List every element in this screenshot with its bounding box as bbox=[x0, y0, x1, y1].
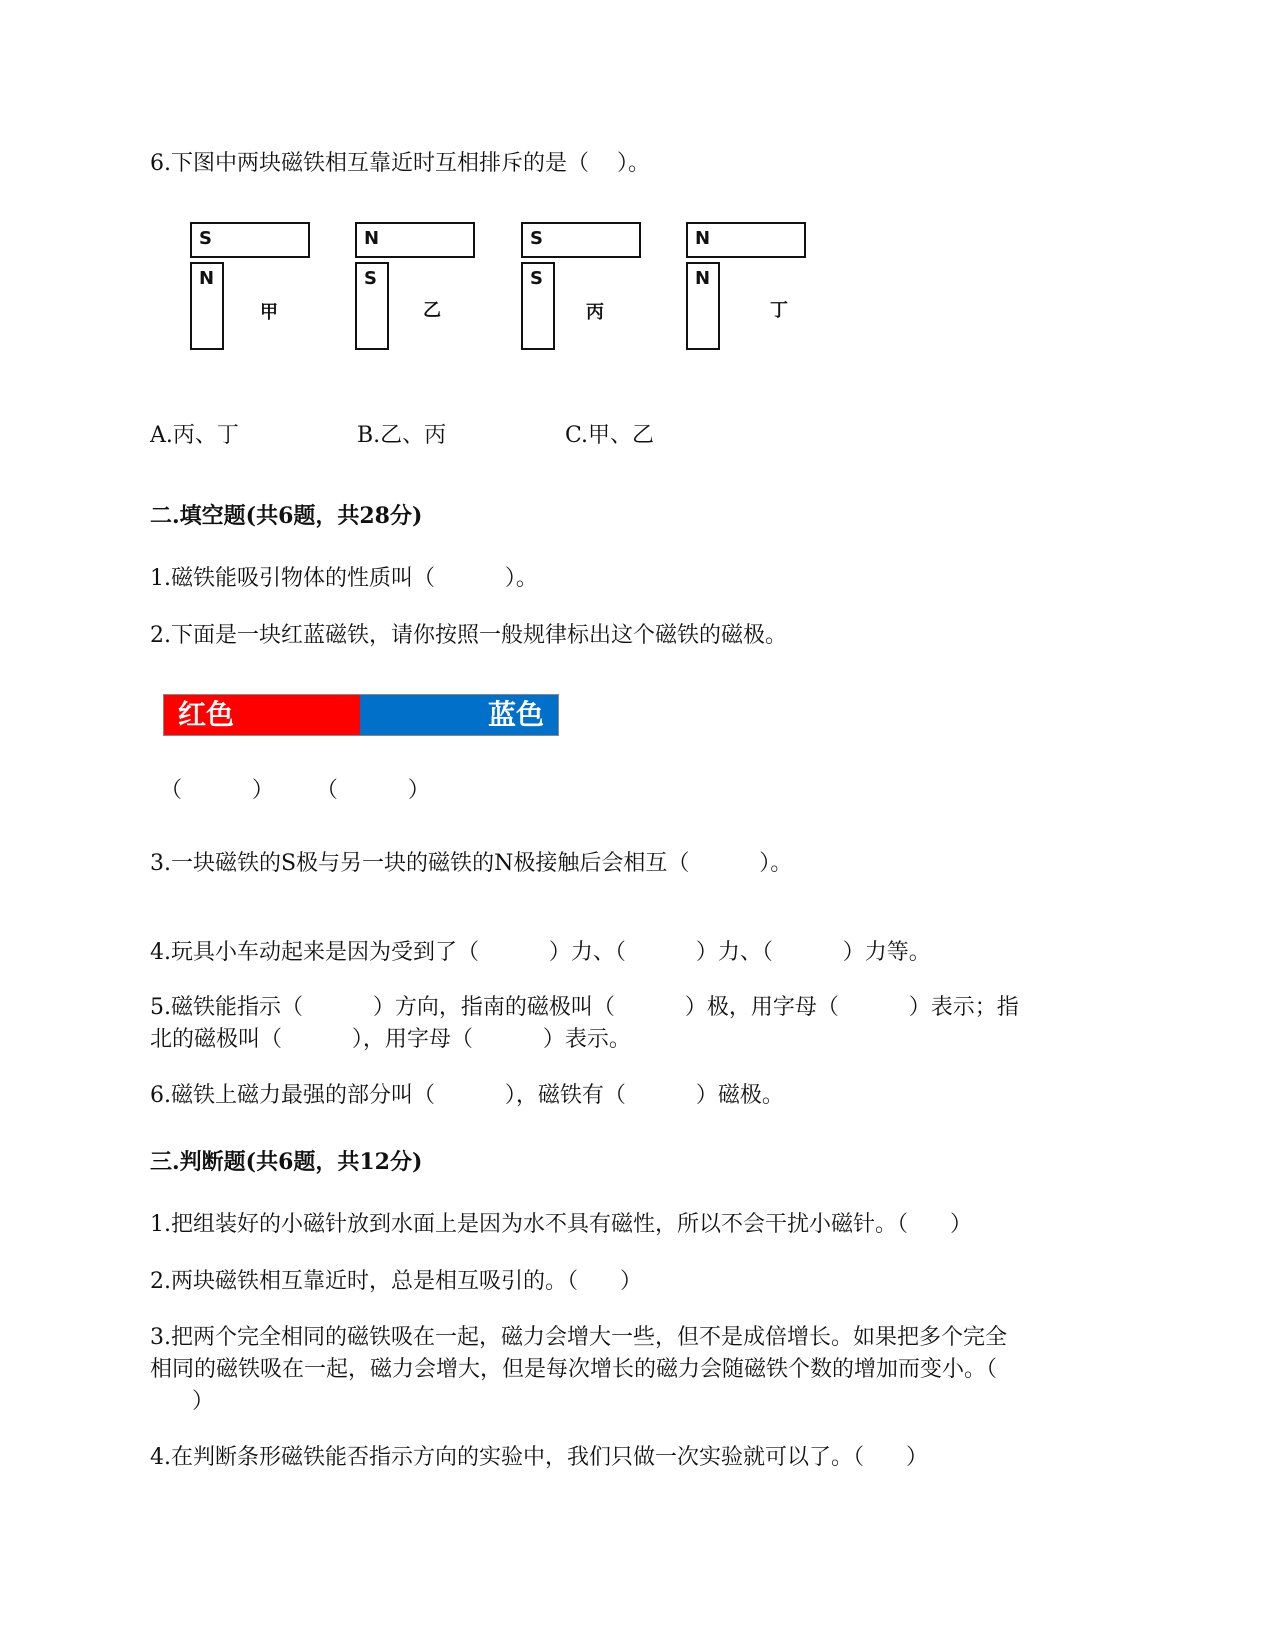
pole-label: S bbox=[530, 228, 543, 249]
red-half: 红色 bbox=[164, 695, 360, 735]
option-b: B.乙、丙 bbox=[357, 423, 447, 448]
pole-label: N bbox=[695, 268, 711, 289]
pole-label: S bbox=[530, 268, 543, 289]
judge-question-3-line2: 相同的磁铁吸在一起，磁力会增大，但是每次增长的磁力会随磁铁个数的增加而变小。（ bbox=[150, 1357, 998, 1382]
fill-question-5-line2: 北的磁极叫（ ），用字母（ ）表示。 bbox=[150, 1027, 631, 1052]
blue-half: 蓝色 bbox=[360, 695, 558, 735]
fill-question-4: 4.玩具小车动起来是因为受到了（ ）力、（ ）力、（ ）力等。 bbox=[150, 940, 931, 965]
judge-question-3-line1: 3.把两个完全相同的磁铁吸在一起，磁力会增大一些，但不是成倍增长。如果把多个完全 bbox=[150, 1325, 1007, 1350]
magnet-vertical bbox=[521, 262, 555, 350]
fill-question-2: 2.下面是一块红蓝磁铁，请你按照一般规律标出这个磁铁的磁极。 bbox=[150, 623, 787, 648]
pole-label: N bbox=[199, 268, 215, 289]
section-3-heading: 三.判断题(共6题，共12分) bbox=[150, 1149, 423, 1175]
figure-label-ding: 丁 bbox=[770, 300, 788, 321]
pole-label: S bbox=[364, 268, 377, 289]
red-blue-magnet bbox=[163, 694, 559, 736]
judge-question-3-line3: ） bbox=[150, 1389, 214, 1414]
pole-label: N bbox=[695, 228, 711, 249]
figure-label-jia: 甲 bbox=[260, 302, 278, 323]
magnet-vertical bbox=[355, 262, 389, 350]
magnet-vertical bbox=[190, 262, 224, 350]
figure-label-bing: 丙 bbox=[586, 302, 604, 323]
fill-question-5-line1: 5.磁铁能指示（ ）方向，指南的磁极叫（ ）极，用字母（ ）表示；指 bbox=[150, 995, 1019, 1020]
figure-label-yi: 乙 bbox=[423, 300, 441, 321]
pole-label: N bbox=[364, 228, 380, 249]
magnet-horizontal bbox=[190, 222, 310, 258]
magnet-horizontal bbox=[355, 222, 475, 258]
option-c: C.甲、乙 bbox=[565, 423, 655, 448]
judge-question-1: 1.把组装好的小磁针放到水面上是因为水不具有磁性，所以不会干扰小磁针。（ ） bbox=[150, 1212, 972, 1237]
question-6-stem: 6.下图中两块磁铁相互靠近时互相排斥的是（ ）。 bbox=[150, 151, 650, 176]
fill-question-1: 1.磁铁能吸引物体的性质叫（ ）。 bbox=[150, 566, 538, 591]
pole-label: S bbox=[199, 228, 212, 249]
option-a: A.丙、丁 bbox=[150, 423, 239, 448]
magnet-horizontal bbox=[521, 222, 641, 258]
fill-question-3: 3.一块磁铁的S极与另一块的磁铁的N极接触后会相互（ ）。 bbox=[150, 851, 793, 876]
magnet-vertical bbox=[686, 262, 720, 350]
magnet-figure bbox=[190, 212, 830, 357]
magnet-pole-blanks: （ ） （ ） bbox=[160, 778, 430, 803]
section-2-heading: 二.填空题(共6题，共28分) bbox=[150, 503, 423, 529]
judge-question-2: 2.两块磁铁相互靠近时，总是相互吸引的。（ ） bbox=[150, 1269, 642, 1294]
judge-question-4: 4.在判断条形磁铁能否指示方向的实验中，我们只做一次实验就可以了。（ ） bbox=[150, 1445, 928, 1470]
fill-question-6: 6.磁铁上磁力最强的部分叫（ ），磁铁有（ ）磁极。 bbox=[150, 1083, 784, 1108]
magnet-horizontal bbox=[686, 222, 806, 258]
